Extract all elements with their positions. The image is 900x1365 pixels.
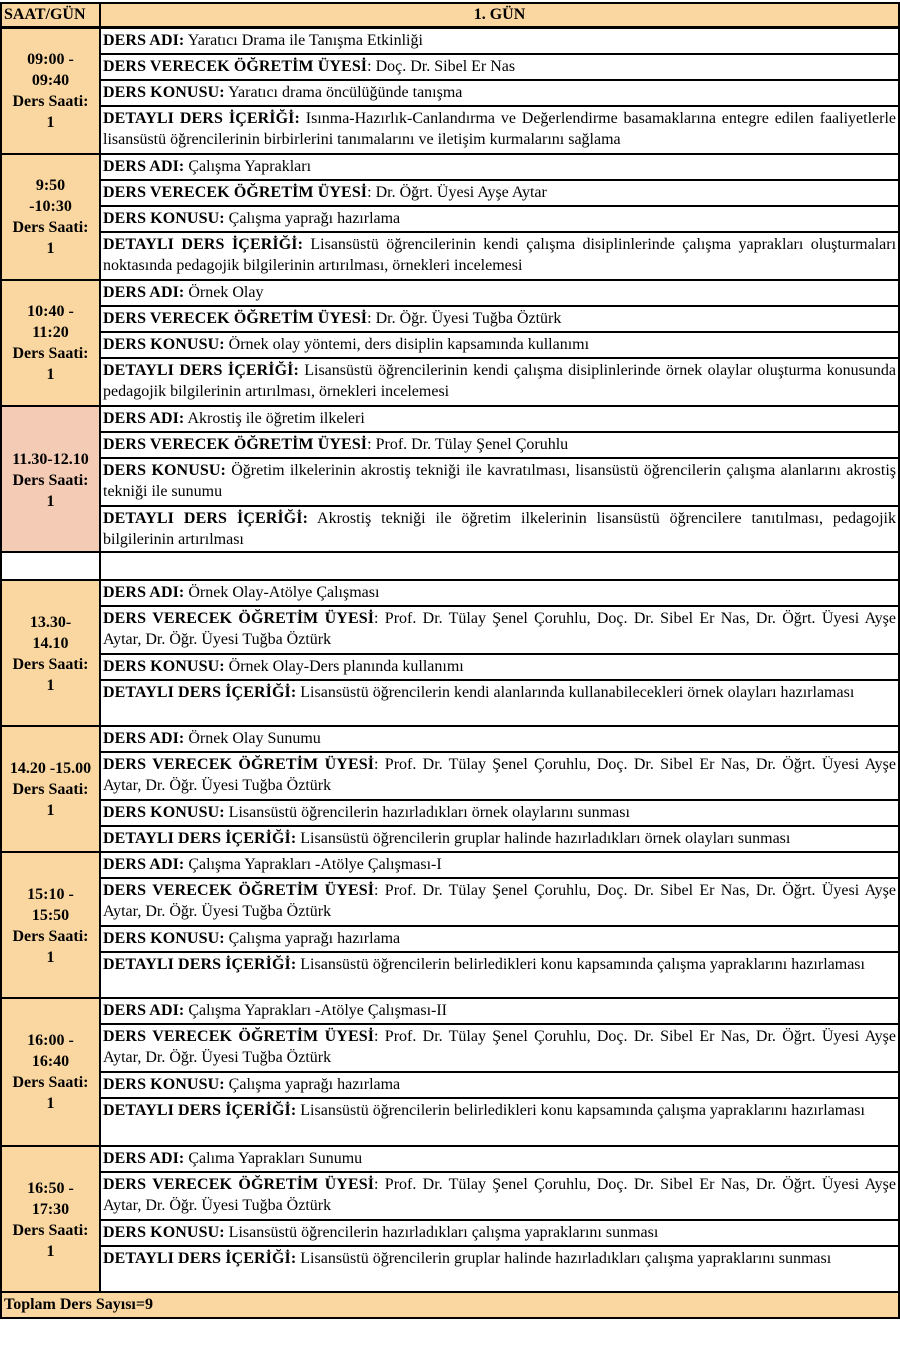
field-label: DERS VERECEK ÖĞRETİM ÜYESİ [103, 882, 375, 899]
field-label: DERS VERECEK ÖĞRETİM ÜYESİ [103, 184, 368, 201]
session-time: 09:00 - 09:40 Ders Saati: 1 [12, 51, 89, 131]
session-time-cell [0, 1145, 101, 1295]
field-label: DERS ADI: [103, 410, 185, 427]
ders-adi-cell [99, 1145, 900, 1173]
ders-konusu-cell [99, 1219, 900, 1247]
total-row [0, 1291, 900, 1319]
field-value: Lisansüstü öğrencilerin kendi alanlarında kullanabilecekleri örnek olayları hazırlaması [300, 684, 855, 701]
detayli-icerik-cell [99, 679, 900, 729]
session-time: 14.20 -15.00 Ders Saati: 1 [9, 759, 92, 819]
ders-konusu-cell [99, 457, 900, 507]
field-value: Çalışma yaprağı hazırlama [228, 930, 401, 947]
session-time-cell [0, 997, 101, 1147]
field-label: DERS KONUSU: [103, 336, 225, 353]
field-label: DERS VERECEK ÖĞRETİM ÜYESİ [103, 58, 368, 75]
field-value: Çalıma Yaprakları Sunumu [188, 1150, 363, 1167]
field-label: DETAYLI DERS İÇERİĞİ: [103, 236, 303, 253]
ogretim-uyesi-cell: DERS VERECEK ÖĞRETİM ÜYESİ: Prof. Dr. Tülay Şenel Çoruhlu, Doç. Dr. Sibel Er Nas, Dr. Öğrt. Üyesi Ayşe Aytar, Dr. Öğr. Üyesi Tuğba Öztürk [99, 1171, 900, 1221]
field-label: DETAYLI DERS İÇERİĞİ: [103, 956, 297, 973]
field-label: DERS ADI: [103, 284, 185, 301]
field-label: DERS ADI: [103, 32, 185, 49]
session-time-cell [0, 725, 101, 853]
ders-konusu-cell [99, 653, 900, 681]
session-time-cell [0, 27, 101, 155]
field-label: DERS ADI: [103, 584, 185, 601]
field-label: DERS ADI: [103, 1002, 185, 1019]
ders-konusu-cell [99, 925, 900, 953]
detayli-icerik-cell [99, 231, 900, 281]
total-lessons-label: Toplam Ders Sayısı=9 [4, 1296, 153, 1313]
field-value: Prof. Dr. Tülay Şenel Çoruhlu [375, 436, 569, 453]
ogretim-uyesi-cell: DERS VERECEK ÖĞRETİM ÜYESİ: Doç. Dr. Sibel Er Nas [99, 53, 900, 81]
field-value: Prof. Dr. Tülay Şenel Çoruhlu, Doç. Dr. Sibel Er Nas, Dr. Öğrt. Üyesi Ayşe Aytar, Dr. Öğr. Üyesi Tuğba Öztürk [103, 1176, 897, 1214]
session-time: 16:50 - 17:30 Ders Saati: 1 [12, 1180, 89, 1260]
field-value: Akrostiş ile öğretim ilkeleri [187, 410, 365, 427]
session-time: 16:00 - 16:40 Ders Saati: 1 [12, 1032, 89, 1112]
session-time: 10:40 - 11:20 Ders Saati: 1 [12, 303, 89, 383]
field-value: Lisansüstü öğrencilerin gruplar halinde hazırladıkları çalışma yapraklarını sunması [300, 1250, 832, 1267]
field-label: DERS KONUSU: [103, 804, 225, 821]
field-label: DERS VERECEK ÖĞRETİM ÜYESİ [103, 610, 375, 627]
ders-konusu-cell [99, 331, 900, 359]
field-label: DERS KONUSU: [103, 1224, 225, 1241]
field-label: DETAYLI DERS İÇERİĞİ: [103, 110, 300, 127]
field-value: Dr. Öğrt. Üyesi Ayşe Aytar [375, 184, 547, 201]
field-label: DETAYLI DERS İÇERİĞİ: [103, 830, 297, 847]
ogretim-uyesi-cell: DERS VERECEK ÖĞRETİM ÜYESİ: Prof. Dr. Tülay Şenel Çoruhlu, Doç. Dr. Sibel Er Nas, Dr. Öğrt. Üyesi Ayşe Aytar, Dr. Öğr. Üyesi Tuğba Öztürk [99, 1023, 900, 1073]
ders-adi-cell [99, 725, 900, 753]
field-label: DERS KONUSU: [103, 1076, 225, 1093]
field-value: Dr. Öğr. Üyesi Tuğba Öztürk [375, 310, 562, 327]
field-value: Prof. Dr. Tülay Şenel Çoruhlu, Doç. Dr. Sibel Er Nas, Dr. Öğrt. Üyesi Ayşe Aytar, Dr. Öğr. Üyesi Tuğba Öztürk [103, 882, 897, 920]
ogretim-uyesi-cell: DERS VERECEK ÖĞRETİM ÜYESİ: Prof. Dr. Tülay Şenel Çoruhlu [99, 431, 900, 459]
field-value: Örnek Olay [188, 284, 264, 301]
detayli-icerik-cell [99, 1245, 900, 1295]
field-value: Örnek Olay-Atölye Çalışması [188, 584, 380, 601]
session-time-cell [0, 579, 101, 729]
field-label: DERS KONUSU: [103, 210, 225, 227]
field-value: Isınma-Hazırlık-Canlandırma ve Değerlendirme basamaklarına entegre edilen faaliyetlerle lisansüstü öğrencilerinin birbirlerini tanımalarını ve iletişim kurmalarını sağlama [103, 110, 896, 148]
field-label: DETAYLI DERS İÇERİĞİ: [103, 1250, 297, 1267]
ders-adi-cell [99, 153, 900, 181]
ogretim-uyesi-cell: DERS VERECEK ÖĞRETİM ÜYESİ: Prof. Dr. Tülay Şenel Çoruhlu, Doç. Dr. Sibel Er Nas, Dr. Öğrt. Üyesi Ayşe Aytar, Dr. Öğr. Üyesi Tuğba Öztürk [99, 751, 900, 801]
field-value: Lisansüstü öğrencilerin hazırladıkları çalışma yapraklarını sunması [228, 1224, 659, 1241]
ogretim-uyesi-cell: DERS VERECEK ÖĞRETİM ÜYESİ: Dr. Öğr. Üyesi Tuğba Öztürk [99, 305, 900, 333]
field-value: Lisansüstü öğrencilerin belirledikleri konu kapsamında çalışma yapraklarını hazırlaması [300, 956, 865, 973]
field-label: DERS VERECEK ÖĞRETİM ÜYESİ [103, 756, 375, 773]
field-label: DERS VERECEK ÖĞRETİM ÜYESİ [103, 310, 368, 327]
field-value: Örnek Olay Sunumu [188, 730, 321, 747]
field-value: Doç. Dr. Sibel Er Nas [375, 58, 516, 75]
detayli-icerik-cell [99, 357, 900, 407]
field-label: DERS ADI: [103, 856, 185, 873]
session-time-cell [0, 851, 101, 1001]
ders-adi-cell [99, 997, 900, 1025]
field-value: Öğretim ilkelerinin akrostiş tekniği ile kavratılması, lisansüstü öğrencilerin çalışma alanlarını akrostiş tekniği ile sunumu [103, 462, 896, 500]
field-value: Lisansüstü öğrencilerinin kendi çalışma disiplinlerinde örnek olaylar oluşturma konusunda pedagojik bilgilerinin artırılması, örnekleri incelemesi [103, 362, 897, 400]
ders-konusu-cell [99, 205, 900, 233]
field-value: Prof. Dr. Tülay Şenel Çoruhlu, Doç. Dr. Sibel Er Nas, Dr. Öğrt. Üyesi Ayşe Aytar, Dr. Öğr. Üyesi Tuğba Öztürk [103, 1028, 897, 1066]
field-label: DERS KONUSU: [103, 84, 225, 101]
field-value: Örnek Olay-Ders planında kullanımı [228, 658, 464, 675]
ders-adi-cell [99, 279, 900, 307]
ders-konusu-cell [99, 1071, 900, 1099]
field-value: Çalışma Yaprakları -Atölye Çalışması-II [188, 1002, 447, 1019]
session-time-cell [0, 405, 101, 555]
field-label: DERS KONUSU: [103, 930, 225, 947]
field-value: Akrostiş tekniği ile öğretim ilkelerinin lisansüstü öğrencilere tanıtılması, pedagojik bilgilerinin artırılması [103, 510, 897, 548]
session-time-cell [0, 153, 101, 281]
session-time: 11.30-12.10 Ders Saati: 1 [12, 450, 89, 510]
field-label: DERS ADI: [103, 158, 185, 175]
field-value: Lisansüstü öğrencilerin belirledikleri konu kapsamında çalışma yapraklarını hazırlaması [300, 1102, 865, 1119]
header-time-label: SAAT/GÜN [4, 6, 86, 23]
field-value: Lisansüstü öğrencilerin gruplar halinde hazırladıkları örnek olayları sunması [300, 830, 791, 847]
header-day-label: 1. GÜN [473, 6, 526, 23]
field-label: DERS KONUSU: [103, 658, 225, 675]
field-label: DETAYLI DERS İÇERİĞİ: [103, 362, 299, 379]
detayli-icerik-cell [99, 825, 900, 853]
field-value: Çalışma yaprağı hazırlama [228, 210, 401, 227]
session-time-cell [0, 279, 101, 407]
field-value: Prof. Dr. Tülay Şenel Çoruhlu, Doç. Dr. Sibel Er Nas, Dr. Öğrt. Üyesi Ayşe Aytar, Dr. Öğr. Üyesi Tuğba Öztürk [103, 610, 897, 648]
field-value: Çalışma yaprağı hazırlama [228, 1076, 401, 1093]
field-value: Lisansüstü öğrencilerinin kendi çalışma disiplinlerinde çalışma yaprakları oluşturmaları noktasında pedagojik bilgilerinin artırılması, örnekleri incelemesi [103, 236, 897, 274]
field-label: DERS KONUSU: [103, 462, 226, 479]
detayli-icerik-cell [99, 1097, 900, 1147]
field-value: Çalışma Yaprakları -Atölye Çalışması-I [188, 856, 442, 873]
ders-konusu-cell [99, 79, 900, 107]
detayli-icerik-cell [99, 505, 900, 555]
ders-adi-cell [99, 579, 900, 607]
ders-adi-cell [99, 27, 900, 55]
session-time: 9:50 -10:30 Ders Saati: 1 [12, 177, 89, 257]
ders-adi-cell [99, 851, 900, 879]
field-label: DETAYLI DERS İÇERİĞİ: [103, 510, 309, 527]
session-time: 15:10 - 15:50 Ders Saati: 1 [12, 886, 89, 966]
header-day-cell [99, 2, 900, 28]
ders-adi-cell [99, 405, 900, 433]
field-value: Yaratıcı Drama ile Tanışma Etkinliği [187, 32, 423, 49]
header-time-cell [0, 2, 101, 28]
break-row-time-cell [0, 551, 101, 581]
break-row-content-cell [99, 551, 900, 581]
field-value: Çalışma Yaprakları [188, 158, 312, 175]
ogretim-uyesi-cell: DERS VERECEK ÖĞRETİM ÜYESİ: Prof. Dr. Tülay Şenel Çoruhlu, Doç. Dr. Sibel Er Nas, Dr. Öğrt. Üyesi Ayşe Aytar, Dr. Öğr. Üyesi Tuğba Öztürk [99, 877, 900, 927]
field-value: Lisansüstü öğrencilerin hazırladıkları örnek olaylarını sunması [228, 804, 630, 821]
field-label: DERS VERECEK ÖĞRETİM ÜYESİ [103, 436, 368, 453]
field-value: Yaratıcı drama öncülüğünde tanışma [228, 84, 463, 101]
detayli-icerik-cell [99, 105, 900, 155]
session-time: 13.30- 14.10 Ders Saati: 1 [12, 614, 89, 694]
detayli-icerik-cell [99, 951, 900, 1001]
field-label: DERS ADI: [103, 1150, 185, 1167]
field-label: DERS ADI: [103, 730, 185, 747]
ogretim-uyesi-cell: DERS VERECEK ÖĞRETİM ÜYESİ: Prof. Dr. Tülay Şenel Çoruhlu, Doç. Dr. Sibel Er Nas, Dr. Öğrt. Üyesi Ayşe Aytar, Dr. Öğr. Üyesi Tuğba Öztürk [99, 605, 900, 655]
ders-konusu-cell [99, 799, 900, 827]
field-value: Prof. Dr. Tülay Şenel Çoruhlu, Doç. Dr. Sibel Er Nas, Dr. Öğrt. Üyesi Ayşe Aytar, Dr. Öğr. Üyesi Tuğba Öztürk [103, 756, 897, 794]
field-label: DERS VERECEK ÖĞRETİM ÜYESİ [103, 1176, 375, 1193]
field-value: Örnek olay yöntemi, ders disiplin kapsamında kullanımı [228, 336, 590, 353]
field-label: DERS VERECEK ÖĞRETİM ÜYESİ [103, 1028, 375, 1045]
ogretim-uyesi-cell: DERS VERECEK ÖĞRETİM ÜYESİ: Dr. Öğrt. Üyesi Ayşe Aytar [99, 179, 900, 207]
field-label: DETAYLI DERS İÇERİĞİ: [103, 684, 297, 701]
field-label: DETAYLI DERS İÇERİĞİ: [103, 1102, 297, 1119]
